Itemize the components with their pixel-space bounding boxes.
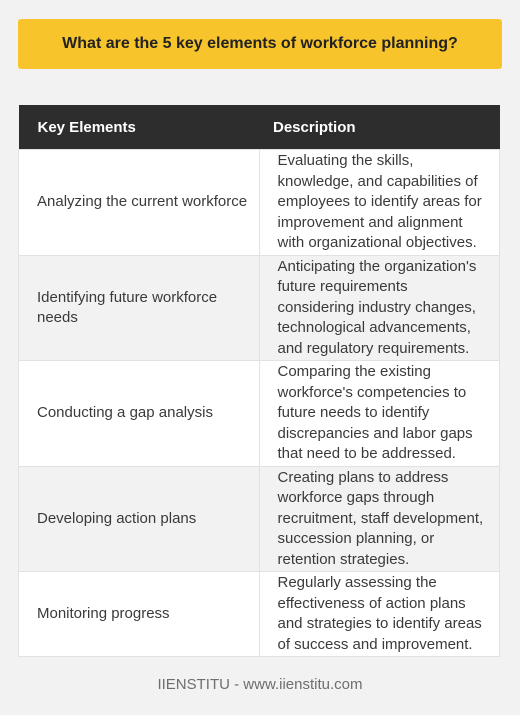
- key-element-cell: Developing action plans: [19, 467, 260, 572]
- table-row: [19, 572, 500, 657]
- table-row: [19, 150, 500, 256]
- description-cell: Anticipating the organization's future requirements considering industry changes, technological advancements, and regulatory requirements.: [259, 256, 500, 361]
- page-title: What are the 5 key elements of workforce planning?: [62, 35, 458, 52]
- key-element-cell: Analyzing the current workforce: [19, 150, 260, 256]
- table-row: [19, 467, 500, 572]
- description-cell: Regularly assessing the effectiveness of action plans and strategies to identify areas of success and improvement.: [259, 572, 500, 657]
- header-key-elements: Key Elements: [19, 105, 260, 150]
- header-description: Description: [259, 105, 500, 150]
- description-cell: Creating plans to address workforce gaps through recruitment, staff development, succession planning, or retention strategies.: [259, 467, 500, 572]
- table-header-row: [19, 105, 500, 150]
- description-cell: Comparing the existing workforce's competencies to future needs to identify discrepancies and labor gaps that need to be addressed.: [259, 361, 500, 467]
- title-banner: [18, 19, 502, 69]
- key-element-cell: Conducting a gap analysis: [19, 361, 260, 467]
- key-element-cell: Identifying future workforce needs: [19, 256, 260, 361]
- key-elements-table: [18, 105, 500, 657]
- footer-credit: IIENSTITU - www.iienstitu.com: [157, 676, 363, 693]
- table-row: [19, 256, 500, 361]
- table-row: [19, 361, 500, 467]
- key-element-cell: Monitoring progress: [19, 572, 260, 657]
- description-cell: Evaluating the skills, knowledge, and capabilities of employees to identify areas for improvement and alignment with organizational objectives.: [259, 150, 500, 256]
